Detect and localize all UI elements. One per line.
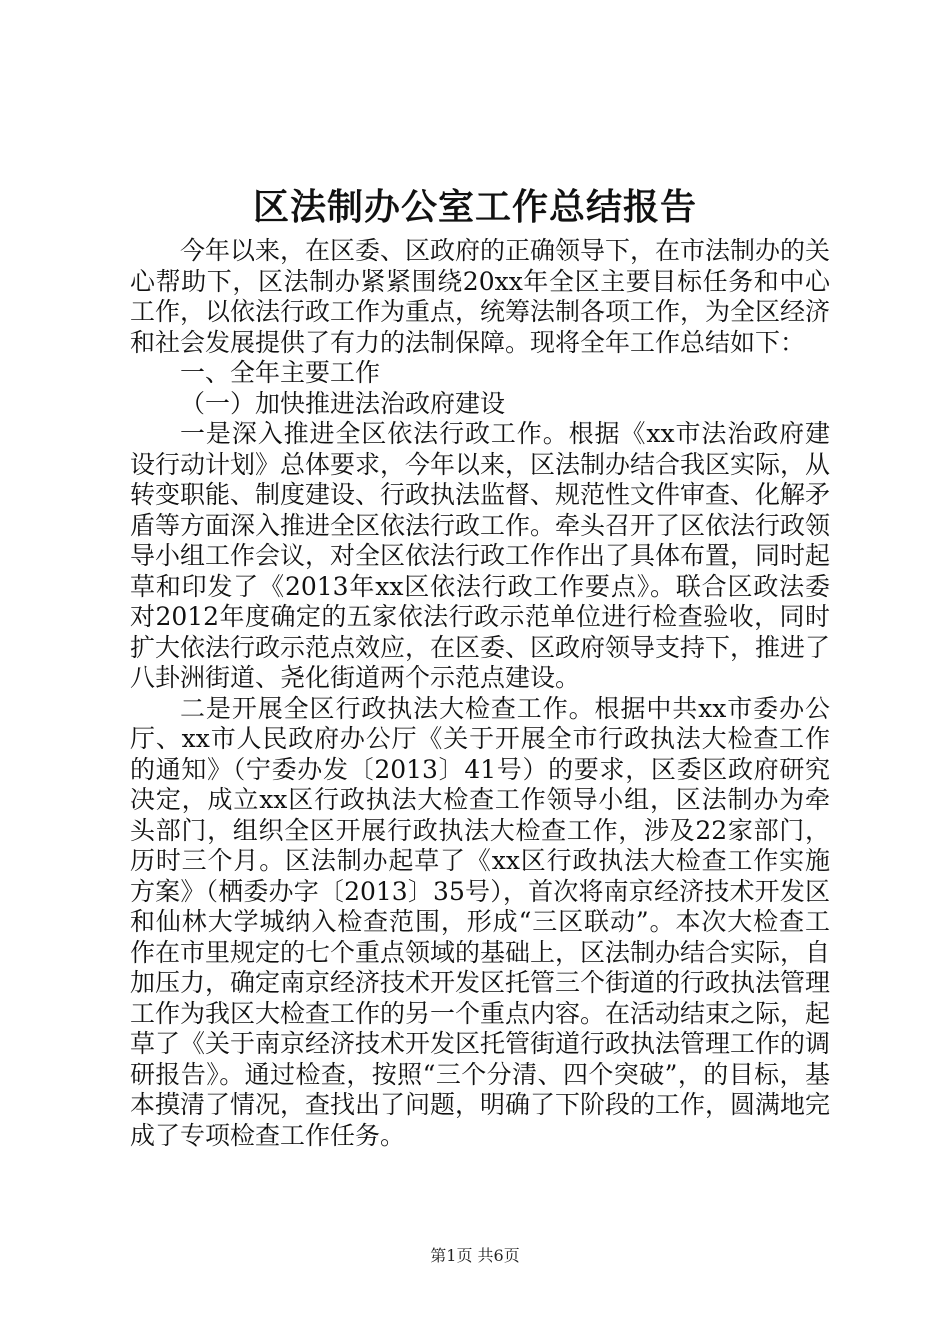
section-heading: 一、全年主要工作	[180, 358, 381, 387]
document-title: 区法制办公室工作总结报告	[252, 186, 697, 228]
document-body	[130, 236, 830, 1151]
intro-paragraph: 今年以来，在区委、区政府的正确领导下，在市法制办的关心帮助下，区法制办紧紧围绕20xx年全区主要目标任务和中心工作，以依法行政工作为重点，统筹法制各项工作，为全区经济和社会发展提供了有力的法制保障。现将全年工作总结如下：	[130, 236, 831, 357]
subsection-heading: （一）加快推进法治政府建设	[180, 388, 506, 418]
body-paragraph-2: 二是开展全区行政执法大检查工作。根据中共xx市委办公厅、xx市人民政府办公厅《关于开展全市行政执法大检查工作的通知》（宁委办发〔2013〕41号）的要求，区委区政府研究决定，成立xx区行政执法大检查工作领导小组，区法制办为牵头部门，组织全区开展行政执法大检查工作，涉及22家部门，历时三个月。区法制办起草了《xx区行政执法大检查工作实施方案》（栖委办字〔2013〕35号），首次将南京经济技术开发区和仙林大学城纳入检查范围，形成“三区联动”。本次大检查工作在市里规定的七个重点领域的基础上，区法制办结合实际，自加压力，确定南京经济技术开发区托管三个街道的行政执法管理工作为我区大检查工作的另一个重点内容。在活动结束之际，起草了《关于南京经济技术开发区托管街道行政执法管理工作的调研报告》。通过检查，按照“三个分清、四个突破”，的目标，基本摸清了情况，查找出了问题，明确了下阶段的工作，圆满地完成了专项检查工作任务。	[130, 693, 831, 1150]
page-number-footer: 第1页 共6页	[430, 1246, 520, 1265]
body-paragraph-1: 一是深入推进全区依法行政工作。根据《xx市法治政府建设行动计划》总体要求，今年以来，区法制办结合我区实际，从转变职能、制度建设、行政执法监督、规范性文件审查、化解矛盾等方面深入推进全区依法行政工作。牵头召开了区依法行政领导小组工作会议，对全区依法行政工作作出了具体布置，同时起草和印发了《2013年xx区依法行政工作要点》。联合区政法委对2012年度确定的五家依法行政示范单位进行检查验收，同时扩大依法行政示范点效应，在区委、区政府领导支持下，推进了八卦洲街道、尧化街道两个示范点建设。	[130, 419, 831, 692]
